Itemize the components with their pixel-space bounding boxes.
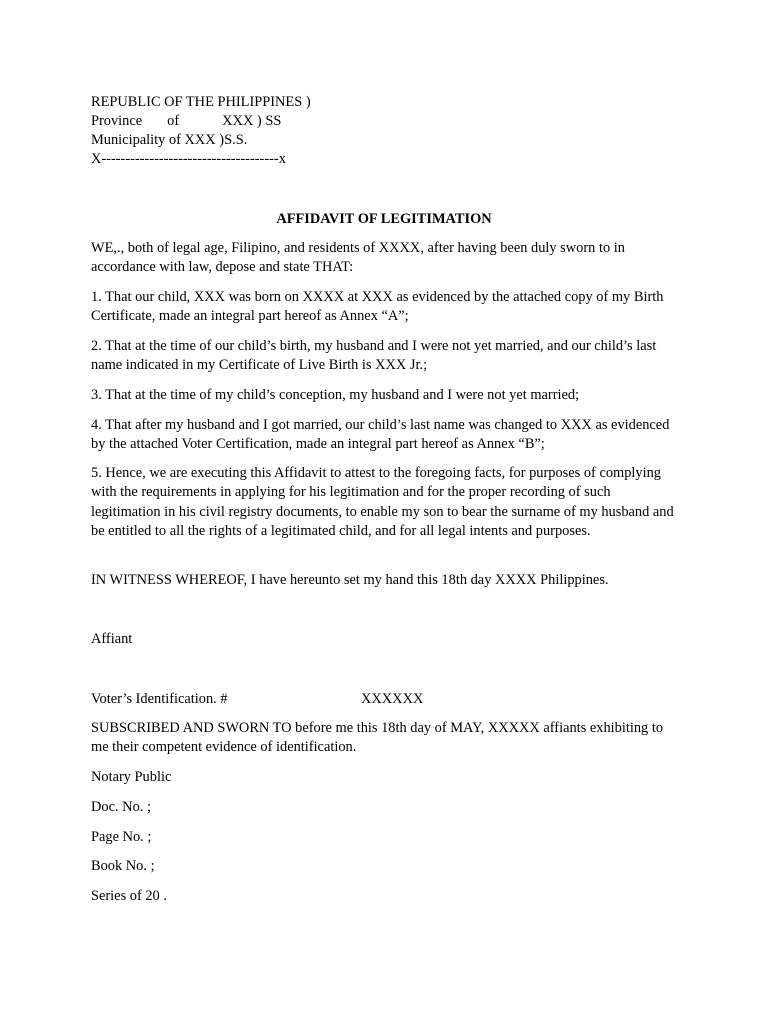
- paragraph-4: 4. That after my husband and I got married, our child’s last name was changed to XXX as evidenced by the attached Voter Certification, made an integral part hereof as Annex “B”;: [91, 417, 670, 453]
- intro-paragraph: WE,., both of legal age, Filipino, and residents of XXXX, after having been duly sworn to in accordance with law, depose and state THAT:: [91, 240, 625, 276]
- voter-id-value: XXXXXX: [361, 691, 424, 707]
- series-line: Series of 20 .: [91, 888, 167, 904]
- province-line: [91, 112, 281, 131]
- subscribed-paragraph: SUBSCRIBED AND SWORN TO before me this 18th day of MAY, XXXXX affiants exhibiting to me their competent evidence of identification.: [91, 720, 664, 756]
- paragraph-3: 3. That at the time of my child’s conception, my husband and I were not yet married;: [91, 387, 580, 403]
- witness-paragraph: IN WITNESS WHEREOF, I have hereunto set my hand this 18th day XXXX Philippines.: [91, 572, 609, 588]
- paragraph-1: 1. That our child, XXX was born on XXXX at XXX as evidenced by the attached copy of my Birth Certificate, made an integral part hereof as Annex “A”;: [91, 289, 664, 325]
- affiant-label: Affiant: [91, 631, 133, 647]
- document-title: AFFIDAVIT OF LEGITIMATION: [276, 211, 492, 227]
- paragraph-2: 2. That at the time of our child’s birth, my husband and I were not yet married, and our child’s last name indicated in my Certificate of Live Birth is XXX Jr.;: [91, 338, 657, 374]
- voter-id-label: Voter’s Identification. #: [91, 691, 228, 707]
- province-value: XXX ) SS: [222, 113, 282, 129]
- page-no-line: Page No. ;: [91, 829, 152, 845]
- voter-id-line: [91, 690, 423, 709]
- paragraph-5: 5. Hence, we are executing this Affidavit to attest to the foregoing facts, for purposes of complying with the requirements in applying for his legitimation and for the proper recording of such legitimation in his civil registry documents, to enable my son to bear the surname of my husband and be entitled to all the rights of a legitimated child, and for all legal intents and purposes.: [91, 465, 674, 539]
- doc-no-line: Doc. No. ;: [91, 799, 151, 815]
- province-of: of: [167, 113, 180, 129]
- separator-line: X-------------------------------------x: [91, 151, 286, 167]
- notary-public-label: Notary Public: [91, 769, 172, 785]
- province-label: Province: [91, 113, 143, 129]
- book-no-line: Book No. ;: [91, 858, 155, 874]
- republic-line: REPUBLIC OF THE PHILIPPINES ): [91, 94, 311, 110]
- municipality-line: Municipality of XXX )S.S.: [91, 132, 248, 148]
